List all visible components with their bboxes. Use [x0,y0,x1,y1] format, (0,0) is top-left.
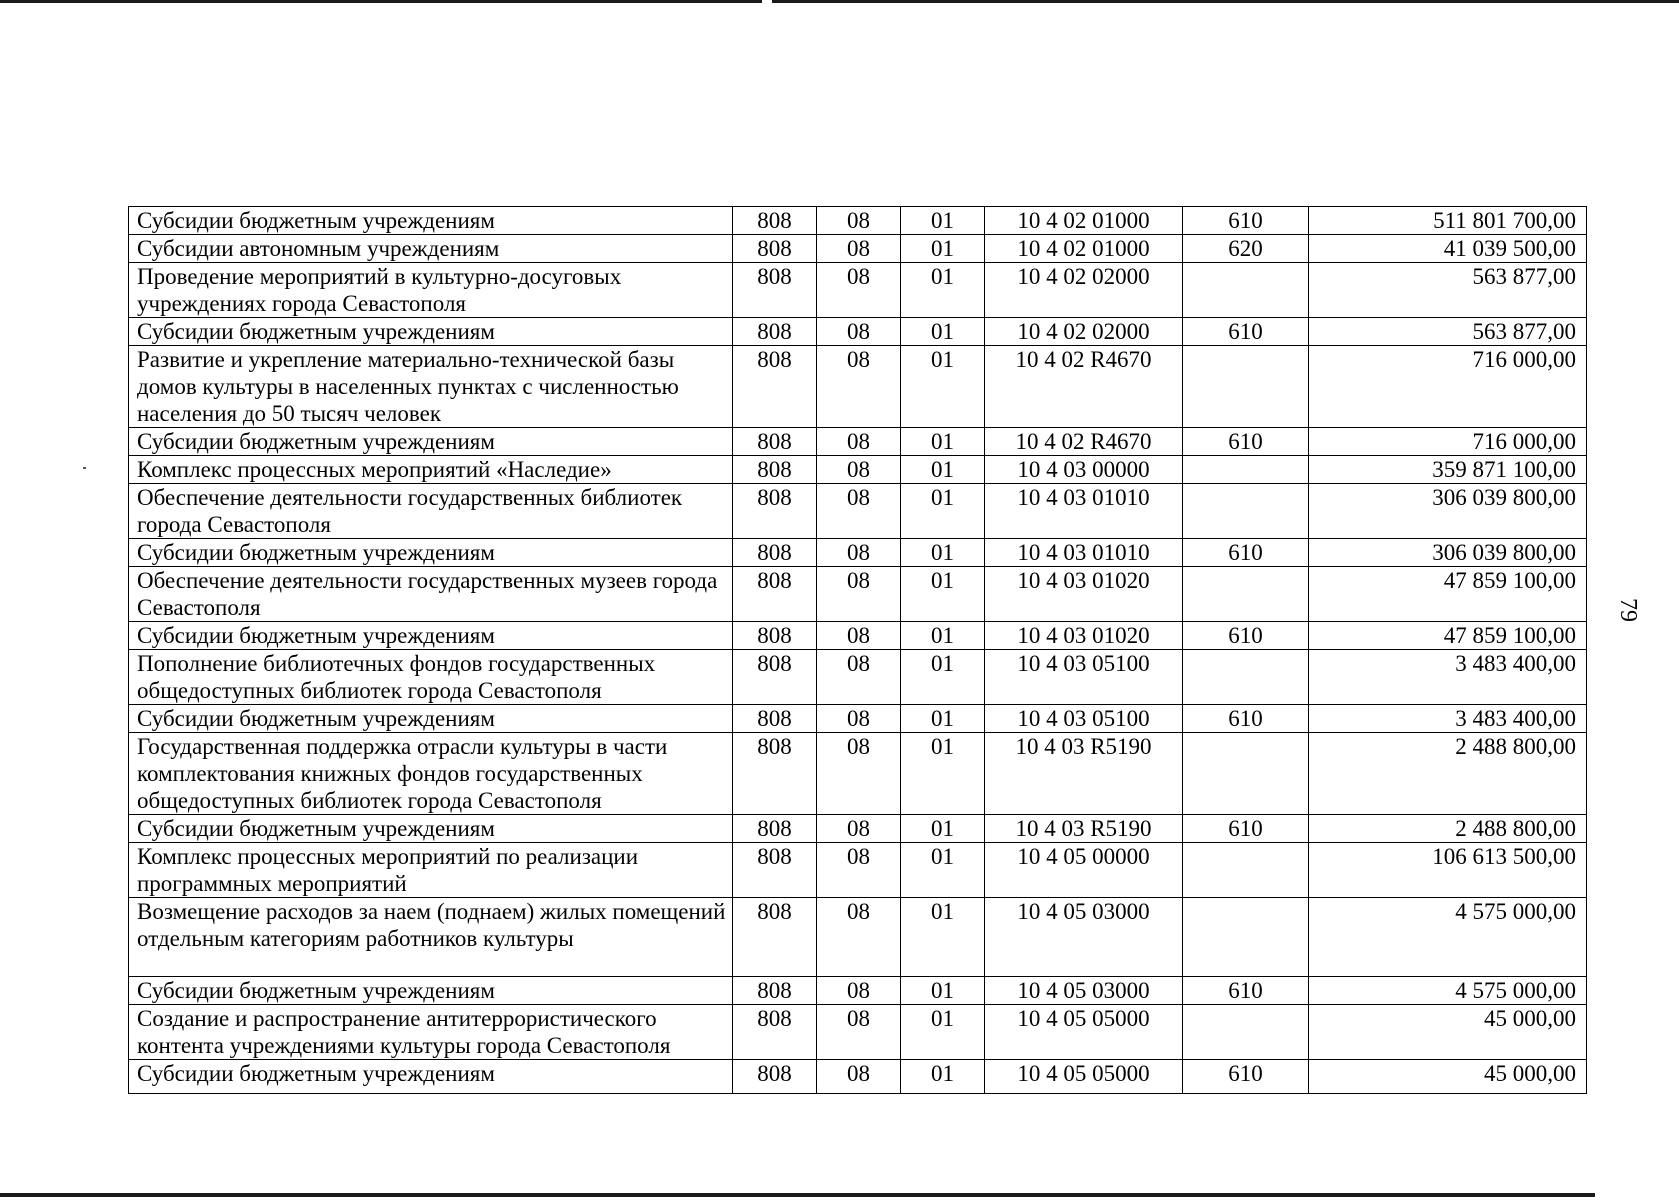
expense-type-code-cell [1183,484,1309,539]
expense-type-code-cell [1183,263,1309,318]
ministry-code-cell: 808 [733,843,817,898]
ministry-code-cell: 808 [733,733,817,815]
subsection-code-cell: 01 [901,484,985,539]
target-article-code-cell: 10 4 05 03000 [985,977,1183,1005]
section-code-cell: 08 [817,346,901,428]
target-article-code-cell: 10 4 05 05000 [985,1005,1183,1060]
expense-type-code-cell: 610 [1183,428,1309,456]
table-row [129,263,1587,318]
expense-type-code-cell: 610 [1183,318,1309,346]
expense-name-cell: Проведение мероприятий в культурно-досуговых учреждениях города Севастополя [129,263,733,318]
section-code-cell: 08 [817,263,901,318]
subsection-code-cell: 01 [901,567,985,622]
target-article-code-cell: 10 4 02 02000 [985,263,1183,318]
expense-type-code-cell [1183,456,1309,484]
ministry-code-cell: 808 [733,263,817,318]
amount-cell: 47 859 100,00 [1309,567,1587,622]
table-row [129,235,1587,263]
table-row [129,815,1587,843]
ministry-code-cell: 808 [733,1060,817,1094]
amount-cell: 45 000,00 [1309,1005,1587,1060]
ministry-code-cell: 808 [733,539,817,567]
table-row [129,898,1587,977]
table-row [129,346,1587,428]
expense-name-cell: Обеспечение деятельности государственных библиотек города Севастополя [129,484,733,539]
amount-cell: 359 871 100,00 [1309,456,1587,484]
ministry-code-cell: 808 [733,428,817,456]
section-code-cell: 08 [817,235,901,263]
subsection-code-cell: 01 [901,815,985,843]
expense-name-cell: Субсидии бюджетным учреждениям [129,1060,733,1094]
target-article-code-cell: 10 4 02 R4670 [985,346,1183,428]
amount-cell: 511 801 700,00 [1309,207,1587,235]
target-article-code-cell: 10 4 03 01010 [985,539,1183,567]
section-code-cell: 08 [817,318,901,346]
target-article-code-cell: 10 4 03 R5190 [985,815,1183,843]
table-row [129,567,1587,622]
subsection-code-cell: 01 [901,235,985,263]
ministry-code-cell: 808 [733,622,817,650]
ministry-code-cell: 808 [733,318,817,346]
expense-name-cell: Субсидии автономным учреждениям [129,235,733,263]
target-article-code-cell: 10 4 02 02000 [985,318,1183,346]
table-row [129,318,1587,346]
expense-name-cell: Субсидии бюджетным учреждениям [129,539,733,567]
subsection-code-cell: 01 [901,456,985,484]
table-row [129,705,1587,733]
scan-border-bottom [0,1193,1595,1197]
expense-type-code-cell: 610 [1183,705,1309,733]
section-code-cell: 08 [817,456,901,484]
expense-type-code-cell [1183,567,1309,622]
expense-name-cell: Пополнение библиотечных фондов государственных общедоступных библиотек города Севастополя [129,650,733,705]
target-article-code-cell: 10 4 03 00000 [985,456,1183,484]
amount-cell: 2 488 800,00 [1309,815,1587,843]
expense-name-cell: Субсидии бюджетным учреждениям [129,622,733,650]
expense-type-code-cell [1183,843,1309,898]
section-code-cell: 08 [817,650,901,705]
subsection-code-cell: 01 [901,977,985,1005]
subsection-code-cell: 01 [901,843,985,898]
table-row [129,1060,1587,1094]
subsection-code-cell: 01 [901,263,985,318]
expense-type-code-cell: 610 [1183,977,1309,1005]
table-row [129,207,1587,235]
expense-type-code-cell [1183,1005,1309,1060]
table-row [129,622,1587,650]
amount-cell: 716 000,00 [1309,428,1587,456]
target-article-code-cell: 10 4 05 03000 [985,898,1183,977]
expense-type-code-cell: 610 [1183,622,1309,650]
amount-cell: 563 877,00 [1309,318,1587,346]
ministry-code-cell: 808 [733,1005,817,1060]
section-code-cell: 08 [817,622,901,650]
ministry-code-cell: 808 [733,567,817,622]
table-row [129,977,1587,1005]
ministry-code-cell: 808 [733,456,817,484]
expense-type-code-cell: 610 [1183,539,1309,567]
table-row [129,1005,1587,1060]
expense-type-code-cell [1183,650,1309,705]
subsection-code-cell: 01 [901,1005,985,1060]
table-row [129,843,1587,898]
scan-border-top [0,0,1679,3]
section-code-cell: 08 [817,1060,901,1094]
target-article-code-cell: 10 4 02 01000 [985,235,1183,263]
subsection-code-cell: 01 [901,898,985,977]
subsection-code-cell: 01 [901,622,985,650]
expense-type-code-cell [1183,733,1309,815]
expense-name-cell: Комплекс процессных мероприятий «Наследие» [129,456,733,484]
target-article-code-cell: 10 4 03 05100 [985,705,1183,733]
target-article-code-cell: 10 4 03 01020 [985,622,1183,650]
scan-speck [83,467,86,469]
amount-cell: 3 483 400,00 [1309,705,1587,733]
subsection-code-cell: 01 [901,1060,985,1094]
expense-name-cell: Развитие и укрепление материально-технической базы домов культуры в населенных пунктах с численностью населения до 50 тысяч человек [129,346,733,428]
subsection-code-cell: 01 [901,207,985,235]
section-code-cell: 08 [817,733,901,815]
subsection-code-cell: 01 [901,346,985,428]
amount-cell: 47 859 100,00 [1309,622,1587,650]
subsection-code-cell: 01 [901,733,985,815]
target-article-code-cell: 10 4 05 00000 [985,843,1183,898]
target-article-code-cell: 10 4 03 R5190 [985,733,1183,815]
amount-cell: 306 039 800,00 [1309,539,1587,567]
ministry-code-cell: 808 [733,235,817,263]
table-row [129,650,1587,705]
table-row [129,456,1587,484]
amount-cell: 106 613 500,00 [1309,843,1587,898]
ministry-code-cell: 808 [733,898,817,977]
section-code-cell: 08 [817,539,901,567]
target-article-code-cell: 10 4 03 05100 [985,650,1183,705]
section-code-cell: 08 [817,705,901,733]
target-article-code-cell: 10 4 02 01000 [985,207,1183,235]
subsection-code-cell: 01 [901,428,985,456]
expense-name-cell: Субсидии бюджетным учреждениям [129,207,733,235]
expense-name-cell: Возмещение расходов за наем (поднаем) жилых помещений отдельным категориям работников культуры [129,898,733,977]
target-article-code-cell: 10 4 03 01020 [985,567,1183,622]
table-row [129,539,1587,567]
ministry-code-cell: 808 [733,977,817,1005]
amount-cell: 45 000,00 [1309,1060,1587,1094]
ministry-code-cell: 808 [733,484,817,539]
amount-cell: 716 000,00 [1309,346,1587,428]
target-article-code-cell: 10 4 05 05000 [985,1060,1183,1094]
section-code-cell: 08 [817,843,901,898]
expense-name-cell: Обеспечение деятельности государственных музеев города Севастополя [129,567,733,622]
expense-type-code-cell: 610 [1183,1060,1309,1094]
section-code-cell: 08 [817,898,901,977]
table-row [129,484,1587,539]
expense-type-code-cell: 610 [1183,815,1309,843]
ministry-code-cell: 808 [733,650,817,705]
target-article-code-cell: 10 4 03 01010 [985,484,1183,539]
subsection-code-cell: 01 [901,650,985,705]
expense-type-code-cell: 610 [1183,207,1309,235]
expense-name-cell: Субсидии бюджетным учреждениям [129,705,733,733]
section-code-cell: 08 [817,207,901,235]
expense-name-cell: Комплекс процессных мероприятий по реализации программных мероприятий [129,843,733,898]
expense-name-cell: Создание и распространение антитеррористического контента учреждениями культуры города Севастополя [129,1005,733,1060]
section-code-cell: 08 [817,1005,901,1060]
subsection-code-cell: 01 [901,318,985,346]
amount-cell: 563 877,00 [1309,263,1587,318]
section-code-cell: 08 [817,977,901,1005]
expense-name-cell: Государственная поддержка отрасли культуры в части комплектования книжных фондов государственных общедоступных библиотек города Севастополя [129,733,733,815]
expense-type-code-cell: 620 [1183,235,1309,263]
expense-name-cell: Субсидии бюджетным учреждениям [129,428,733,456]
budget-table [128,206,1587,1094]
amount-cell: 41 039 500,00 [1309,235,1587,263]
budget-table-body [129,207,1587,1094]
ministry-code-cell: 808 [733,815,817,843]
section-code-cell: 08 [817,428,901,456]
expense-name-cell: Субсидии бюджетным учреждениям [129,977,733,1005]
expense-name-cell: Субсидии бюджетным учреждениям [129,318,733,346]
ministry-code-cell: 808 [733,705,817,733]
amount-cell: 306 039 800,00 [1309,484,1587,539]
ministry-code-cell: 808 [733,346,817,428]
subsection-code-cell: 01 [901,539,985,567]
amount-cell: 3 483 400,00 [1309,650,1587,705]
page-number: 79 [1615,598,1641,622]
amount-cell: 2 488 800,00 [1309,733,1587,815]
subsection-code-cell: 01 [901,705,985,733]
expense-type-code-cell [1183,898,1309,977]
amount-cell: 4 575 000,00 [1309,977,1587,1005]
ministry-code-cell: 808 [733,207,817,235]
table-row [129,733,1587,815]
section-code-cell: 08 [817,484,901,539]
target-article-code-cell: 10 4 02 R4670 [985,428,1183,456]
expense-name-cell: Субсидии бюджетным учреждениям [129,815,733,843]
section-code-cell: 08 [817,567,901,622]
section-code-cell: 08 [817,815,901,843]
amount-cell: 4 575 000,00 [1309,898,1587,977]
table-row [129,428,1587,456]
expense-type-code-cell [1183,346,1309,428]
